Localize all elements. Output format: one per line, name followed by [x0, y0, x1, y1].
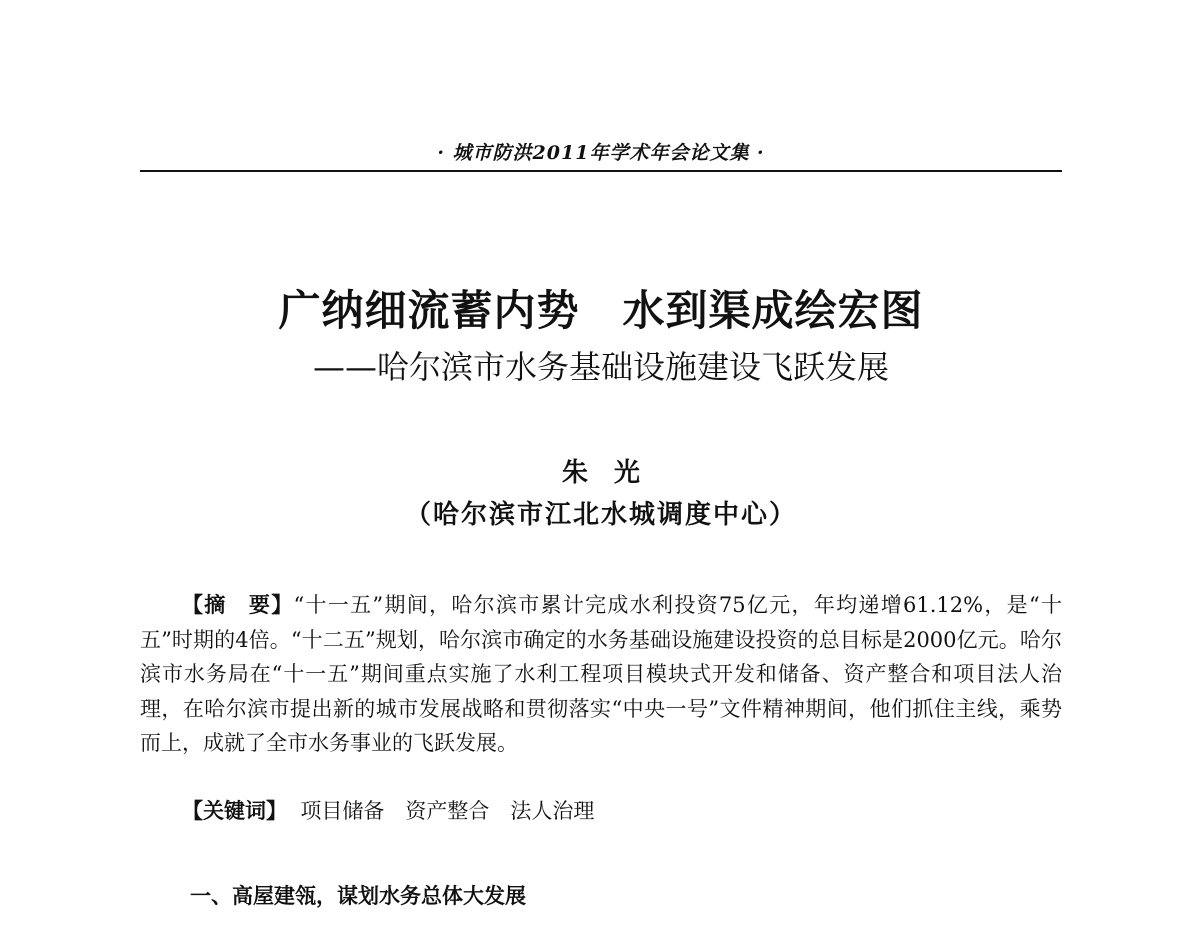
keywords-label: 【关键词】	[182, 798, 287, 823]
author-name: 朱 光	[561, 458, 640, 488]
header-rule	[140, 170, 1062, 172]
keywords-line	[182, 795, 594, 825]
abstract-text: “十一五”期间，哈尔滨市累计完成水利投资75亿元，年均递增61.12%，是“十五”时期的4倍。“十二五”规划，哈尔滨市确定的水务基础设施建设投资的总目标是2000亿元。哈尔滨市水务局在“十一五”期间重点实施了水利工程项目模块式开发和储备、资产整合和项目法人治理，在哈尔滨市提出新的城市发展战略和贯彻落实“中央一号”文件精神期间，他们抓住主线，乘势而上，成就了全市水务事业的飞跃发展。	[140, 593, 1063, 755]
abstract-label: 【摘 要】	[182, 592, 294, 617]
keywords-text: 项目储备 资产整合 法人治理	[287, 799, 595, 823]
running-header: · 城市防洪2011年学术年会论文集 ·	[437, 142, 765, 164]
paper-subtitle: ——哈尔滨市水务基础设施建设飞跃发展	[312, 348, 889, 386]
author-affiliation: （哈尔滨市江北水城调度中心）	[404, 500, 797, 530]
section-heading: 一、高屋建瓴，谋划水务总体大发展	[190, 884, 526, 908]
abstract-paragraph	[140, 588, 1062, 761]
paper-title: 广纳细流蓄内势 水到渠成绘宏图	[278, 286, 924, 335]
